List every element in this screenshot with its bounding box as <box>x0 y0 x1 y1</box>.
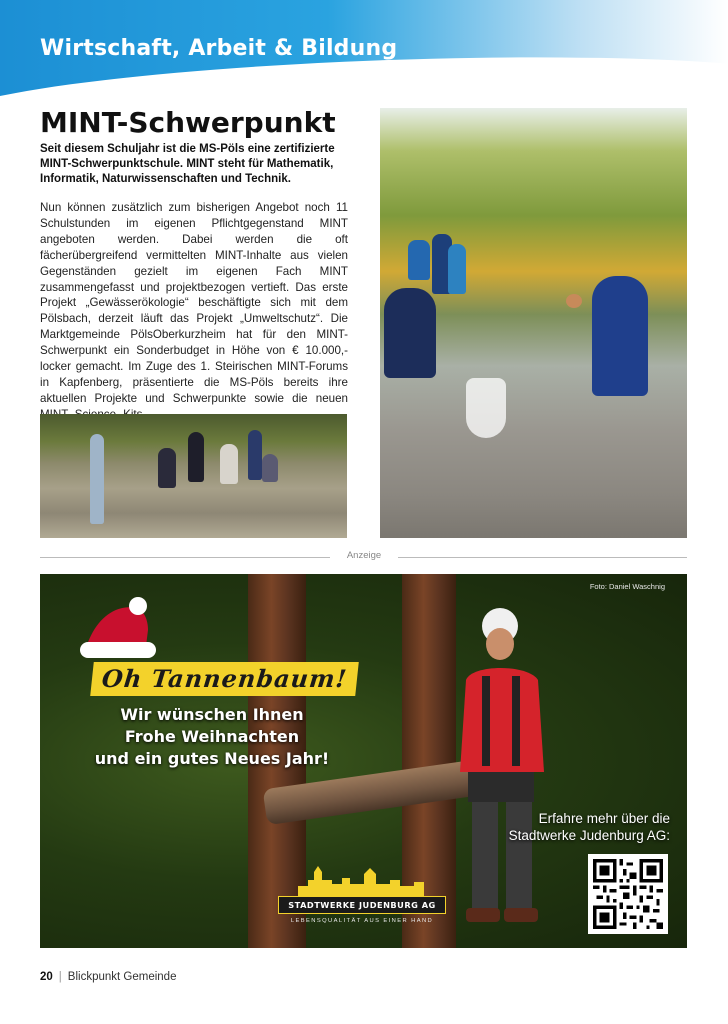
student-figure <box>262 454 278 482</box>
hand <box>566 294 582 308</box>
student-figure <box>384 288 436 378</box>
santa-hat-icon <box>78 586 158 666</box>
greeting-text <box>82 704 342 770</box>
more-info-text <box>486 810 670 844</box>
greeting-line: und ein gutes Neues Jahr! <box>94 749 330 768</box>
student-figure <box>448 244 466 294</box>
student-figure <box>408 240 430 280</box>
article-body: Nun können zusätzlich zum bisherigen Angebot noch 11 Schulstunden im eigenen Pflichtgegenstand MINT angeboten werden. Dabei werden die oft fächerübergreifend vermittelten MINT-Inhalte aus vielen Gegenständen gezielt im eigenen Fach MINT zusammengefasst und projektbezogen vertieft. Das erste Projekt „Gewässerökologie“ beschäftigte sich mit dem Pölsbach, derzeit läuft das Projekt „Umweltschutz“. Die Marktgemeinde PölsOberkurzheim hat für den MINT-Schwerpunkt ein Sonderbudget in Höhe von € 10.000,- locker gemacht. Im Zuge des 1. Steirischen MINT-Forums in Kapfenberg, präsentierte die MS-Pöls bereits ihre aktuellen Projekte und Schwerpunkte sowie die neuen <box>40 201 348 405</box>
ad-label: Anzeige <box>340 550 388 561</box>
town-skyline-icon <box>278 864 446 896</box>
footer-separator: | <box>58 971 62 983</box>
qr-code[interactable] <box>588 854 668 934</box>
page-footer <box>40 971 176 983</box>
photo-students-at-river <box>380 108 687 538</box>
student-figure <box>248 430 262 480</box>
separator-line <box>40 557 330 558</box>
photo-students-in-stream <box>40 414 347 538</box>
article-lead: Seit diesem Schuljahr ist die MS-Pöls eine zertifizierte MINT-Schwerpunktschule. MINT steht für Mathematik, Informatik, Naturwissenschaften und Technik. <box>40 143 335 185</box>
page-number: 20 <box>40 971 53 983</box>
separator-line <box>398 557 687 558</box>
article-headline: MINT-Schwerpunkt <box>40 106 336 139</box>
fishing-net <box>466 378 506 438</box>
qr-code-icon <box>593 859 663 929</box>
logo-tagline: LEBENSQUALITÄT AUS EINER HAND <box>290 918 434 924</box>
student-figure <box>90 434 104 524</box>
advertisement[interactable] <box>40 574 687 948</box>
worker-figure <box>452 594 552 934</box>
student-figure <box>158 448 176 488</box>
publication-name: Blickpunkt Gemeinde <box>67 971 177 983</box>
stadtwerke-logo[interactable] <box>278 864 446 934</box>
logo-name: STADTWERKE JUDENBURG AG <box>278 896 446 914</box>
greeting-title: Oh Tannenbaum! <box>90 662 359 696</box>
greeting-line: Frohe Weihnachten <box>124 727 300 746</box>
student-figure <box>188 432 204 482</box>
section-title: Wirtschaft, Arbeit & Bildung <box>40 36 398 61</box>
more-info-line: Erfahre mehr über die <box>538 811 670 826</box>
student-figure <box>220 444 238 484</box>
more-info-line: Stadtwerke Judenburg AG: <box>508 828 670 843</box>
greeting-line: Wir wünschen Ihnen <box>120 705 304 724</box>
photo-credit: Foto: Daniel Waschnig <box>589 582 665 591</box>
student-figure <box>592 276 648 396</box>
